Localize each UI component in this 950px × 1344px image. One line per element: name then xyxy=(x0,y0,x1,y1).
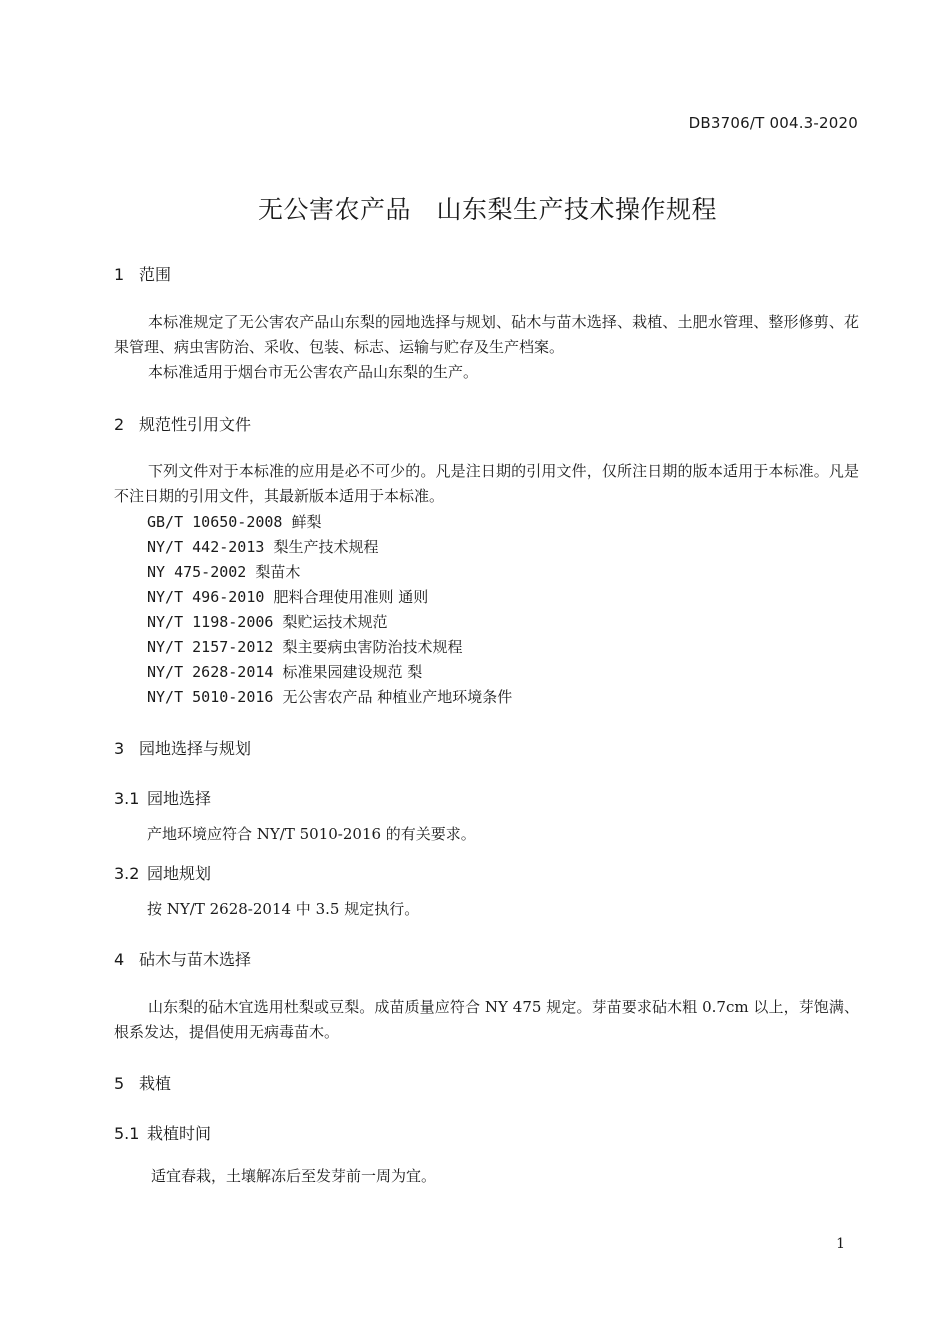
reference-code: NY 475-2002 xyxy=(147,563,247,581)
reference-item xyxy=(147,561,300,582)
subsection-number: 3.2 xyxy=(114,864,140,883)
section-4-heading xyxy=(114,947,251,970)
reference-code: NY/T 5010-2016 xyxy=(147,688,274,706)
document-title: 无公害农产品 山东梨生产技术操作规程 xyxy=(257,195,717,224)
subsection-title: 园地选择 xyxy=(147,789,212,808)
subsection-5-1-text: 适宜春栽，土壤解冻后至发芽前一周为宜。 xyxy=(151,1167,437,1185)
reference-item xyxy=(147,636,462,657)
reference-name: 梨贮运技术规范 xyxy=(282,613,388,631)
section-1-heading xyxy=(114,262,171,285)
reference-name: 鲜梨 xyxy=(291,513,322,531)
reference-code: NY/T 2157-2012 xyxy=(147,638,274,656)
reference-name: 梨苗木 xyxy=(255,563,301,581)
subsection-number: 3.1 xyxy=(114,789,140,808)
reference-item xyxy=(147,686,512,707)
subsection-title: 园地规划 xyxy=(147,864,212,883)
reference-item xyxy=(147,661,422,682)
subsection-3-2-heading xyxy=(114,861,211,884)
reference-name: 梨生产技术规程 xyxy=(273,538,379,556)
section-5-heading xyxy=(114,1071,171,1094)
reference-item xyxy=(147,511,322,532)
reference-name: 标准果园建设规范 梨 xyxy=(282,663,423,681)
reference-code: NY/T 2628-2014 xyxy=(147,663,274,681)
section-2-heading xyxy=(114,412,251,435)
section-number: 2 xyxy=(114,415,125,434)
section-number: 4 xyxy=(114,950,125,969)
reference-code: GB/T 10650-2008 xyxy=(147,513,283,531)
section-title: 栽植 xyxy=(139,1074,172,1093)
reference-name: 梨主要病虫害防治技术规程 xyxy=(282,638,463,656)
reference-item xyxy=(147,586,428,607)
rootstock-paragraph: 山东梨的砧木宜选用杜梨或豆梨。成苗质量应符合 NY 475 规定。芽苗要求砧木粗 0.7cm 以上，芽饱满、根系发达，提倡使用无病毒苗木。 xyxy=(114,998,859,1041)
reference-item xyxy=(147,611,387,632)
section-number: 5 xyxy=(114,1074,125,1093)
scope-paragraph-1: 本标准规定了无公害农产品山东梨的园地选择与规划、砧木与苗木选择、栽植、土肥水管理、整形修剪、花果管理、病虫害防治、采收、包装、标志、运输与贮存及生产档案。 xyxy=(114,313,859,356)
reference-code: NY/T 1198-2006 xyxy=(147,613,274,631)
standard-code: DB3706/T 004.3-2020 xyxy=(688,114,858,132)
section-3-heading xyxy=(114,736,251,759)
reference-name: 肥料合理使用准则 通则 xyxy=(273,588,429,606)
scope-paragraph-2: 本标准适用于烟台市无公害农产品山东梨的生产。 xyxy=(148,363,479,381)
subsection-title: 栽植时间 xyxy=(147,1124,212,1143)
reference-code: NY/T 442-2013 xyxy=(147,538,265,556)
page-number: 1 xyxy=(836,1236,845,1252)
reference-name: 无公害农产品 种植业产地环境条件 xyxy=(282,688,513,706)
section-number: 3 xyxy=(114,739,125,758)
subsection-3-2-text: 按 NY/T 2628-2014 中 3.5 规定执行。 xyxy=(147,900,420,918)
reference-code: NY/T 496-2010 xyxy=(147,588,265,606)
subsection-5-1-heading xyxy=(114,1121,211,1144)
section-title: 规范性引用文件 xyxy=(139,415,252,434)
section-title: 园地选择与规划 xyxy=(139,739,252,758)
section-title: 砧木与苗木选择 xyxy=(139,950,252,969)
normative-references-intro: 下列文件对于本标准的应用是必不可少的。凡是注日期的引用文件，仅所注日期的版本适用于本标准。凡是不注日期的引用文件，其最新版本适用于本标准。 xyxy=(114,462,859,505)
section-title: 范围 xyxy=(139,265,172,284)
subsection-3-1-heading xyxy=(114,786,211,809)
subsection-3-1-text: 产地环境应符合 NY/T 5010-2016 的有关要求。 xyxy=(147,825,476,843)
subsection-number: 5.1 xyxy=(114,1124,140,1143)
section-number: 1 xyxy=(114,265,125,284)
reference-item xyxy=(147,536,378,557)
